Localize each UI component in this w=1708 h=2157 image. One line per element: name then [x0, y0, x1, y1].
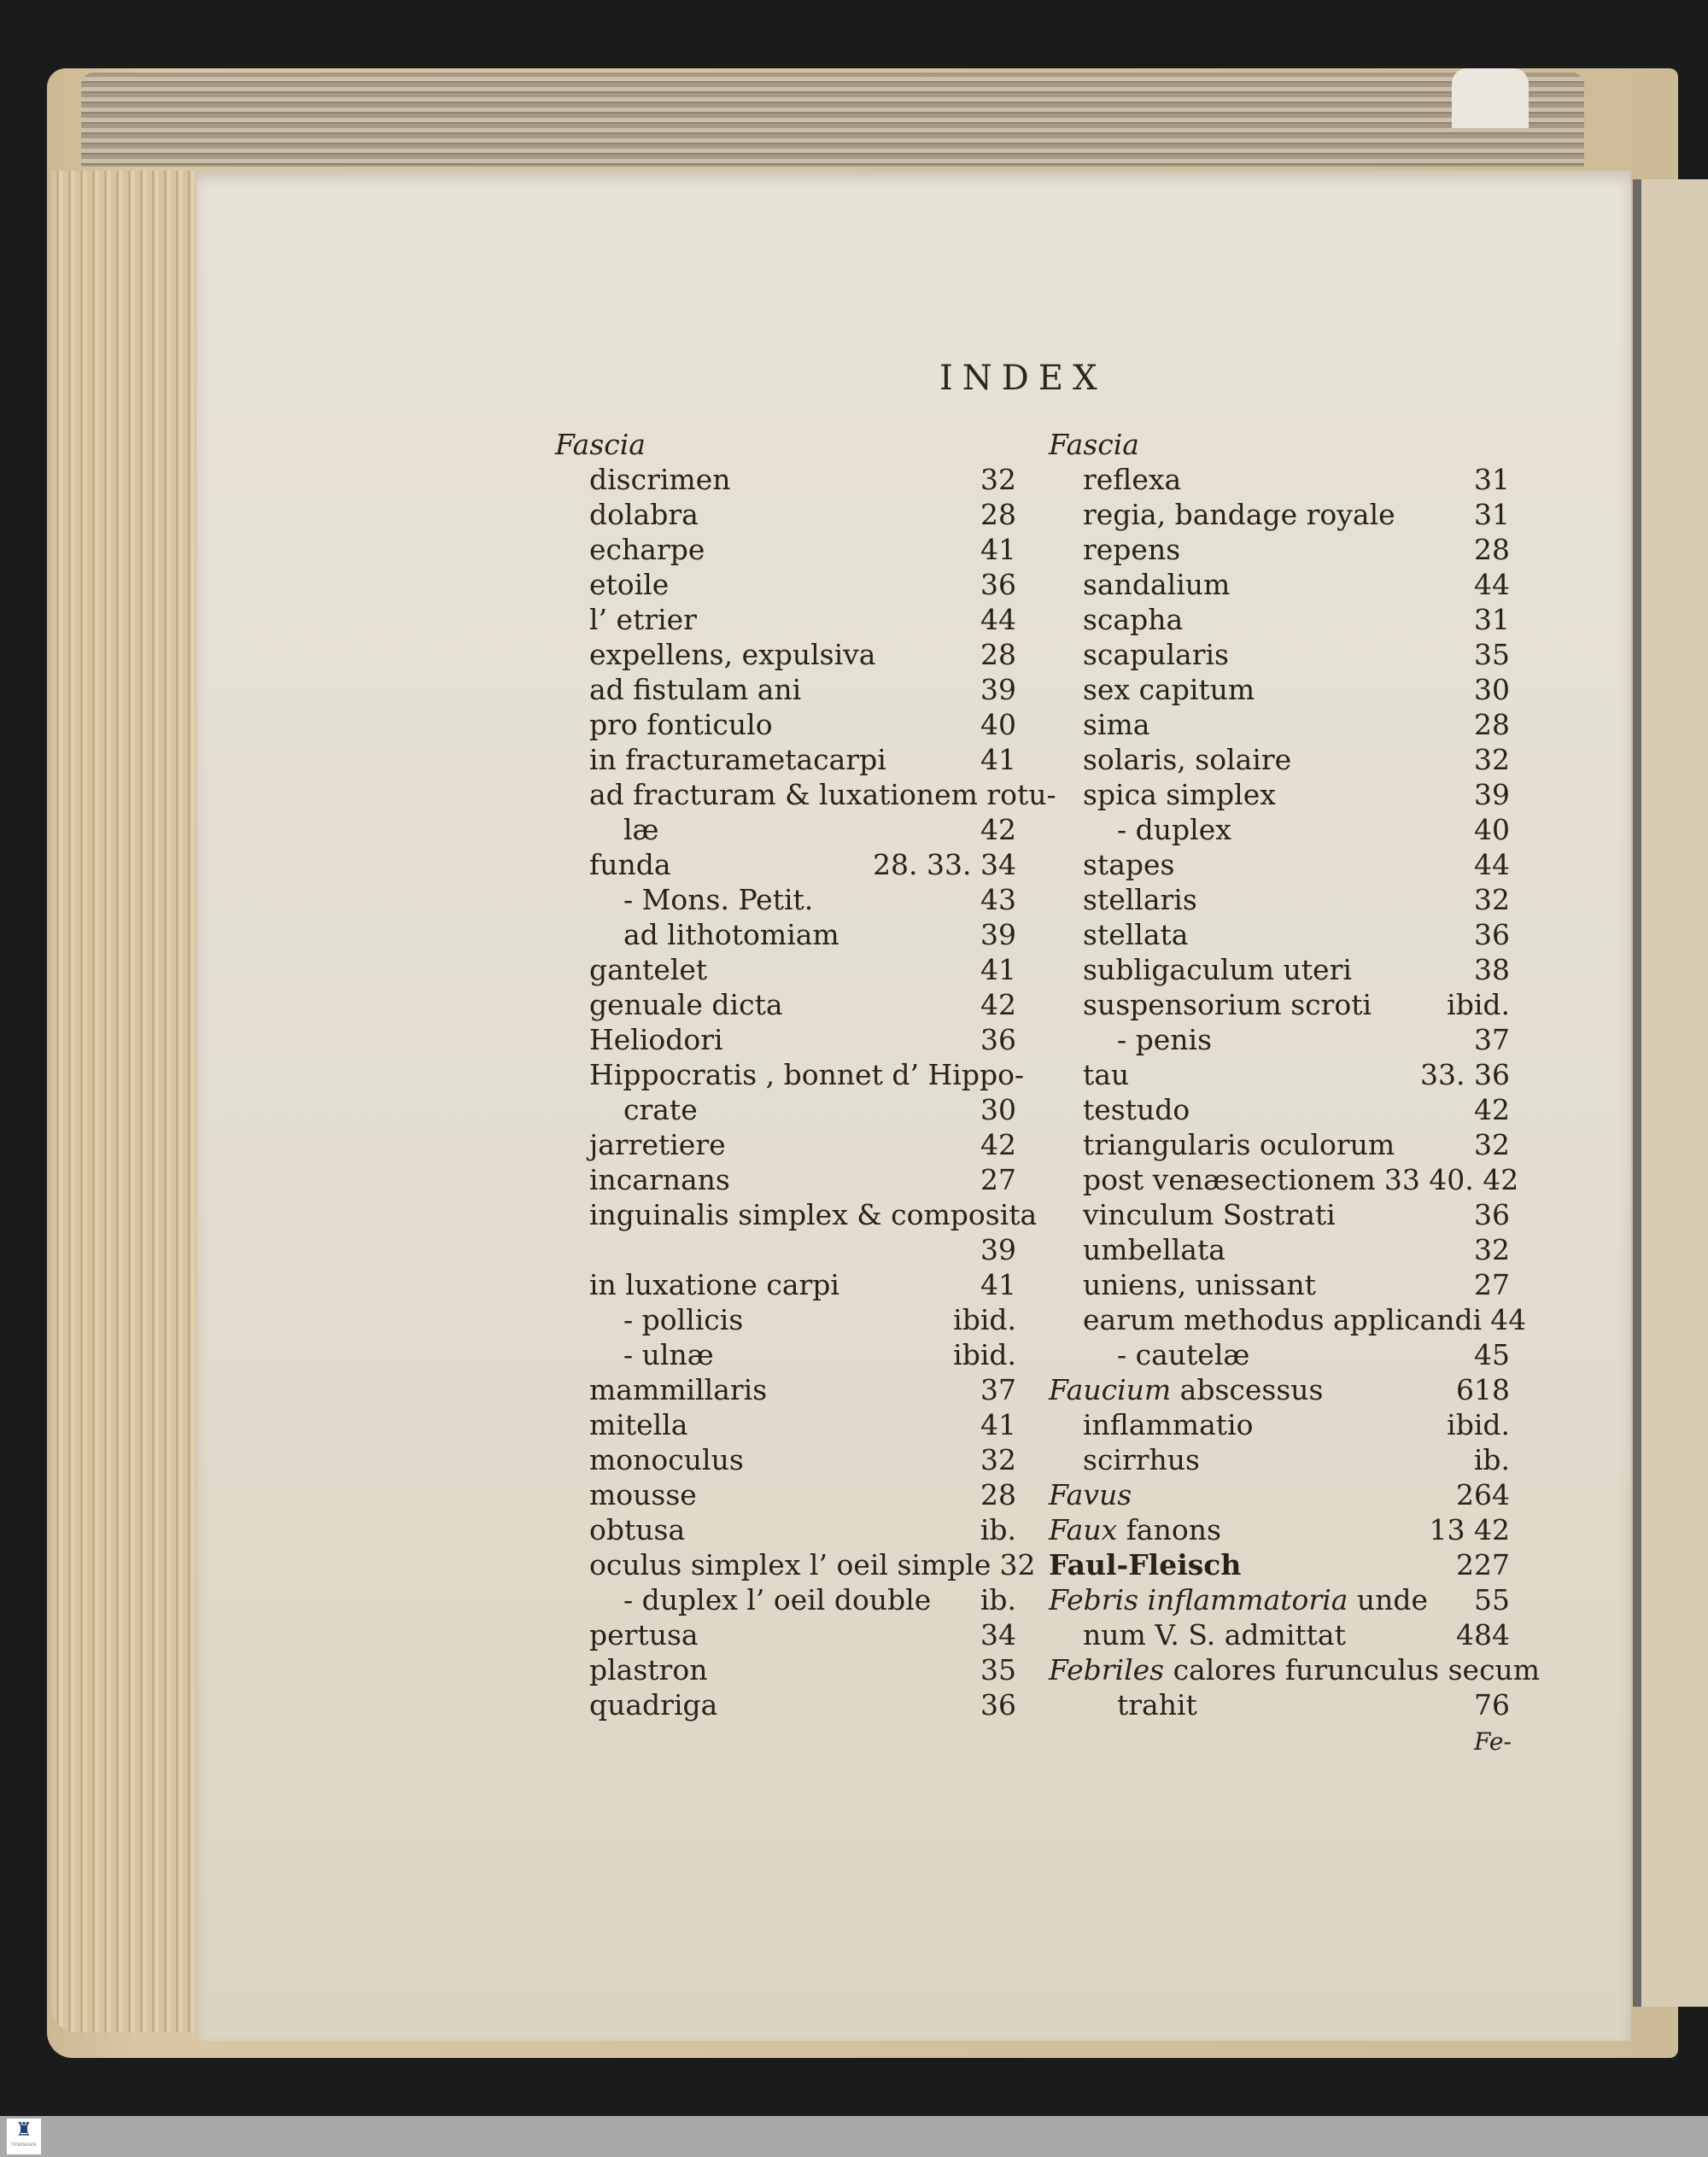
index-term: - pollicis	[623, 1303, 744, 1336]
index-term-rest: fanons	[1117, 1513, 1221, 1546]
index-page-number: 28	[980, 498, 1016, 531]
index-page-number: 32	[1474, 1233, 1510, 1266]
index-entry	[555, 1092, 1016, 1127]
index-entry	[555, 497, 1016, 532]
index-page-number: 28	[1474, 533, 1510, 566]
index-term: suspensorium scroti	[1083, 988, 1372, 1021]
index-entry	[1049, 1687, 1510, 1722]
index-page-number: 31	[1474, 463, 1510, 496]
index-entry	[1049, 1302, 1527, 1337]
index-entry	[555, 672, 1016, 707]
index-entry	[1049, 602, 1510, 637]
index-entry	[1049, 1127, 1510, 1162]
index-entry	[1049, 917, 1510, 952]
index-term: trahit	[1117, 1688, 1197, 1722]
index-entry	[555, 1477, 1016, 1512]
index-term: monoculus	[589, 1443, 744, 1476]
index-term: stapes	[1083, 848, 1175, 881]
index-entry	[555, 1057, 1025, 1092]
index-page-number: 42	[980, 1128, 1016, 1161]
index-page-number: 36	[980, 1688, 1016, 1722]
index-entry	[1049, 1477, 1510, 1512]
index-page-number: 55	[1474, 1583, 1510, 1616]
index-term-rest: abscessus	[1171, 1373, 1324, 1406]
index-term: ad fracturam & luxationem rotu-	[589, 778, 1056, 811]
index-term: pertusa	[589, 1618, 699, 1651]
index-page-number: 42	[980, 988, 1016, 1021]
index-entry	[1049, 427, 1510, 462]
index-entry	[1049, 1372, 1510, 1407]
index-term: uniens, unissant	[1083, 1268, 1316, 1301]
index-page-number: 484	[1456, 1618, 1510, 1651]
index-entry	[1049, 1407, 1510, 1442]
index-page-number: 36	[1474, 1198, 1510, 1231]
index-page-number: 31	[1474, 498, 1510, 531]
index-page-number: 32	[980, 463, 1016, 496]
index-term: l’ etrier	[589, 603, 697, 636]
index-page-number: 28	[1474, 708, 1510, 741]
index-term: Heliodori	[589, 1023, 723, 1056]
index-term: reflexa	[1083, 463, 1182, 496]
index-page-number: 35	[980, 1653, 1016, 1686]
index-entry	[555, 1302, 1016, 1337]
index-page-number: 34	[980, 1618, 1016, 1651]
index-entry	[1049, 1337, 1510, 1372]
index-term: gantelet	[589, 953, 708, 986]
index-term: ad lithotomiam	[623, 918, 839, 951]
index-entry	[555, 1512, 1016, 1547]
index-entry	[555, 1547, 1036, 1582]
index-page-number: 44	[1474, 568, 1510, 601]
index-page-number: 39	[980, 1233, 1016, 1266]
index-term: subligaculum uteri	[1083, 953, 1352, 986]
index-entry	[1049, 497, 1510, 532]
index-entry	[1049, 1022, 1510, 1057]
index-entry	[1049, 1512, 1510, 1547]
index-term: funda	[589, 848, 671, 881]
index-page-number: 32	[1474, 743, 1510, 776]
index-term: sex capitum	[1083, 673, 1255, 706]
index-term	[1049, 1372, 1323, 1407]
index-page-number: 227	[1456, 1548, 1510, 1581]
index-entry	[555, 1582, 1016, 1617]
index-page-number: 32	[980, 1443, 1016, 1476]
index-entry	[555, 882, 1016, 917]
index-page-number: 28	[980, 638, 1016, 671]
index-term: - ulnæ	[623, 1338, 714, 1371]
catchword: Fe-	[1474, 1727, 1512, 1756]
index-term-italic: Faucium	[1049, 1373, 1172, 1406]
index-page-number: 41	[980, 1408, 1016, 1441]
index-term: - Mons. Petit.	[623, 883, 814, 916]
index-entry	[555, 1267, 1016, 1302]
index-term: - penis	[1117, 1023, 1213, 1056]
index-entry	[555, 917, 1016, 952]
index-entry	[555, 812, 1016, 847]
index-page-number: 33 40. 42	[1383, 1163, 1519, 1196]
index-term: tau	[1083, 1058, 1130, 1091]
page-title: INDEX	[939, 359, 1107, 398]
viewer-footer-bar	[0, 2116, 1708, 2157]
index-entry	[555, 1687, 1016, 1722]
index-entry	[555, 1232, 1016, 1267]
index-term: oculus simplex l’ oeil simple	[589, 1548, 991, 1581]
index-term: - duplex	[1117, 813, 1231, 846]
index-page-number: 41	[980, 953, 1016, 986]
index-term: stellata	[1083, 918, 1189, 951]
index-page-number: 76	[1474, 1688, 1510, 1722]
index-page-number: 27	[1474, 1268, 1510, 1301]
book-top-edge	[81, 73, 1584, 167]
index-term	[1049, 1512, 1221, 1547]
index-entry	[1049, 1582, 1510, 1617]
index-term: solaris, solaire	[1083, 743, 1292, 776]
index-entry	[555, 1617, 1016, 1652]
index-term: echarpe	[589, 533, 705, 566]
index-page-number: 28. 33. 34	[873, 848, 1016, 881]
index-page-number: 45	[1474, 1338, 1510, 1371]
index-page-number: 42	[980, 813, 1016, 846]
index-page-number: ib.	[1473, 1443, 1510, 1476]
index-column-left	[555, 427, 1056, 1722]
index-entry	[555, 462, 1016, 497]
index-page-number: 40	[1474, 813, 1510, 846]
index-term: quadriga	[589, 1688, 718, 1722]
index-term: Faul-Fleisch	[1049, 1548, 1242, 1581]
index-page-number: 41	[980, 743, 1016, 776]
index-entry	[1049, 882, 1510, 917]
index-entry	[1049, 1092, 1510, 1127]
index-page-number: ib.	[980, 1583, 1016, 1616]
index-page-number: ibid.	[1447, 1408, 1510, 1441]
index-term: scapha	[1083, 603, 1184, 636]
index-entry	[555, 847, 1016, 882]
index-entry	[555, 1127, 1016, 1162]
index-term: Fascia	[1049, 428, 1139, 461]
index-term: læ	[623, 813, 659, 846]
index-term: regia, bandage royale	[1083, 498, 1395, 531]
logo-symbol: ♜	[15, 2119, 32, 2141]
index-entry	[1049, 637, 1510, 672]
index-term: dolabra	[589, 498, 699, 531]
index-page-number: 41	[980, 1268, 1016, 1301]
index-term: expellens, expulsiva	[589, 638, 876, 671]
index-page-number: 30	[1474, 673, 1510, 706]
index-entry	[1049, 532, 1510, 567]
library-logo-icon[interactable]	[7, 2119, 41, 2154]
index-page-number: 37	[1474, 1023, 1510, 1056]
index-page-number: 42	[1474, 1093, 1510, 1126]
index-entry	[555, 1442, 1016, 1477]
index-term: scirrhus	[1083, 1443, 1200, 1476]
index-page-number: 32	[1474, 1128, 1510, 1161]
index-page-number: ibid.	[953, 1303, 1016, 1336]
index-page-number: 264	[1456, 1478, 1510, 1511]
index-term-italic: Febris inflammatoria	[1049, 1583, 1348, 1616]
index-term-rest: calores furunculus secum	[1164, 1653, 1541, 1686]
index-page-number: 39	[980, 918, 1016, 951]
index-entry	[555, 1652, 1016, 1687]
index-term: genuale dicta	[589, 988, 783, 1021]
index-term: Favus	[1049, 1478, 1132, 1511]
index-term-italic: Faux	[1049, 1513, 1118, 1546]
index-entry	[1049, 1442, 1510, 1477]
index-entry	[555, 952, 1016, 987]
index-term: pro fonticulo	[589, 708, 773, 741]
index-entry	[1049, 777, 1510, 812]
index-entry	[1049, 462, 1510, 497]
index-term: Fascia	[555, 428, 646, 461]
index-page-number: 28	[980, 1478, 1016, 1511]
index-page-number: ib.	[980, 1513, 1016, 1546]
index-entry	[1049, 987, 1510, 1022]
index-page-number: 36	[980, 568, 1016, 601]
index-page-number: ibid.	[1447, 988, 1510, 1021]
index-entry	[555, 532, 1016, 567]
index-entry	[1049, 1162, 1519, 1197]
index-entry	[555, 1372, 1016, 1407]
index-entry	[555, 1197, 1038, 1232]
index-entry	[1049, 847, 1510, 882]
index-entry	[555, 1407, 1016, 1442]
index-term: crate	[623, 1093, 698, 1126]
index-page-number: ibid.	[953, 1338, 1016, 1371]
index-page-number: 44	[1490, 1303, 1527, 1336]
index-entry	[555, 427, 1016, 462]
index-term: post venæsectionem	[1083, 1163, 1376, 1196]
index-entry	[1049, 1197, 1510, 1232]
index-term: in luxatione carpi	[589, 1268, 839, 1301]
index-term-italic: Febriles	[1049, 1653, 1165, 1686]
index-term: stellaris	[1083, 883, 1197, 916]
index-term: testudo	[1083, 1093, 1190, 1126]
index-page-number: 44	[1474, 848, 1510, 881]
index-page-number: 38	[1474, 953, 1510, 986]
index-term: mammillaris	[589, 1373, 768, 1406]
index-term: sandalium	[1083, 568, 1231, 601]
index-page-number: 30	[980, 1093, 1016, 1126]
index-entry	[555, 1162, 1016, 1197]
index-entry	[1049, 1232, 1510, 1267]
index-term: inflammatio	[1083, 1408, 1254, 1441]
index-term: triangularis oculorum	[1083, 1128, 1395, 1161]
index-term: - duplex l’ oeil double	[623, 1583, 932, 1616]
index-term: in fracturametacarpi	[589, 743, 886, 776]
index-column-right	[1049, 427, 1541, 1722]
index-page-number: 39	[1474, 778, 1510, 811]
index-term	[1049, 1582, 1428, 1617]
index-page-number: 44	[980, 603, 1016, 636]
facing-page	[1633, 179, 1708, 2007]
index-entry	[1049, 1547, 1510, 1582]
index-term: mitella	[589, 1408, 688, 1441]
index-entry	[555, 707, 1016, 742]
index-page-number: 33. 36	[1420, 1058, 1510, 1091]
index-entry	[1049, 1057, 1510, 1092]
index-term: umbellata	[1083, 1233, 1225, 1266]
index-entry	[555, 987, 1016, 1022]
index-term: spica simplex	[1083, 778, 1276, 811]
index-page-number: 27	[980, 1163, 1016, 1196]
index-term: - cautelæ	[1117, 1338, 1250, 1371]
index-page-number: 32	[1474, 883, 1510, 916]
index-term: num V. S. admittat	[1083, 1618, 1346, 1651]
book-page-edges	[51, 171, 205, 2032]
index-page-number: 35	[1474, 638, 1510, 671]
index-page-number: 41	[980, 533, 1016, 566]
index-term: etoile	[589, 568, 670, 601]
index-entry	[555, 777, 1056, 812]
index-page-number: 43	[980, 883, 1016, 916]
index-entry	[555, 742, 1016, 777]
index-page-number: 37	[980, 1373, 1016, 1406]
index-page-number: 618	[1456, 1373, 1510, 1406]
index-term: incarnans	[589, 1163, 730, 1196]
index-entry	[1049, 952, 1510, 987]
index-entry	[1049, 1652, 1541, 1687]
index-term: scapularis	[1083, 638, 1229, 671]
index-page-number: 32	[999, 1548, 1036, 1581]
index-entry	[1049, 567, 1510, 602]
index-entry	[1049, 672, 1510, 707]
index-term: mousse	[589, 1478, 697, 1511]
index-term: Hippocratis , bonnet d’ Hippo-	[589, 1058, 1025, 1091]
logo-caption: TÜBINGEN	[11, 2142, 37, 2148]
index-page-number: 40	[980, 708, 1016, 741]
index-page-number: 39	[980, 673, 1016, 706]
index-page-number: 36	[980, 1023, 1016, 1056]
index-term: plastron	[589, 1653, 708, 1686]
index-entry	[555, 637, 1016, 672]
index-entry	[555, 1022, 1016, 1057]
index-entry	[555, 1337, 1016, 1372]
index-entry	[1049, 742, 1510, 777]
index-term-rest: unde	[1348, 1583, 1429, 1616]
index-entry	[1049, 812, 1510, 847]
index-term: vinculum Sostrati	[1083, 1198, 1336, 1231]
index-page-number: 13 42	[1429, 1513, 1510, 1546]
index-term: ad fistulam ani	[589, 673, 802, 706]
index-entry	[1049, 1617, 1510, 1652]
index-term: discrimen	[589, 463, 731, 496]
index-term: inguinalis simplex & composita	[589, 1198, 1038, 1231]
index-entry	[555, 567, 1016, 602]
index-term: earum methodus applicandi	[1083, 1303, 1483, 1336]
index-term: obtusa	[589, 1513, 686, 1546]
index-term: jarretiere	[589, 1128, 726, 1161]
page-tab	[1452, 68, 1529, 128]
index-entry	[555, 602, 1016, 637]
index-term: sima	[1083, 708, 1150, 741]
index-page-number: 36	[1474, 918, 1510, 951]
index-entry	[1049, 707, 1510, 742]
index-entry	[1049, 1267, 1510, 1302]
index-page-number: 31	[1474, 603, 1510, 636]
index-term	[1049, 1652, 1540, 1687]
index-term: repens	[1083, 533, 1181, 566]
